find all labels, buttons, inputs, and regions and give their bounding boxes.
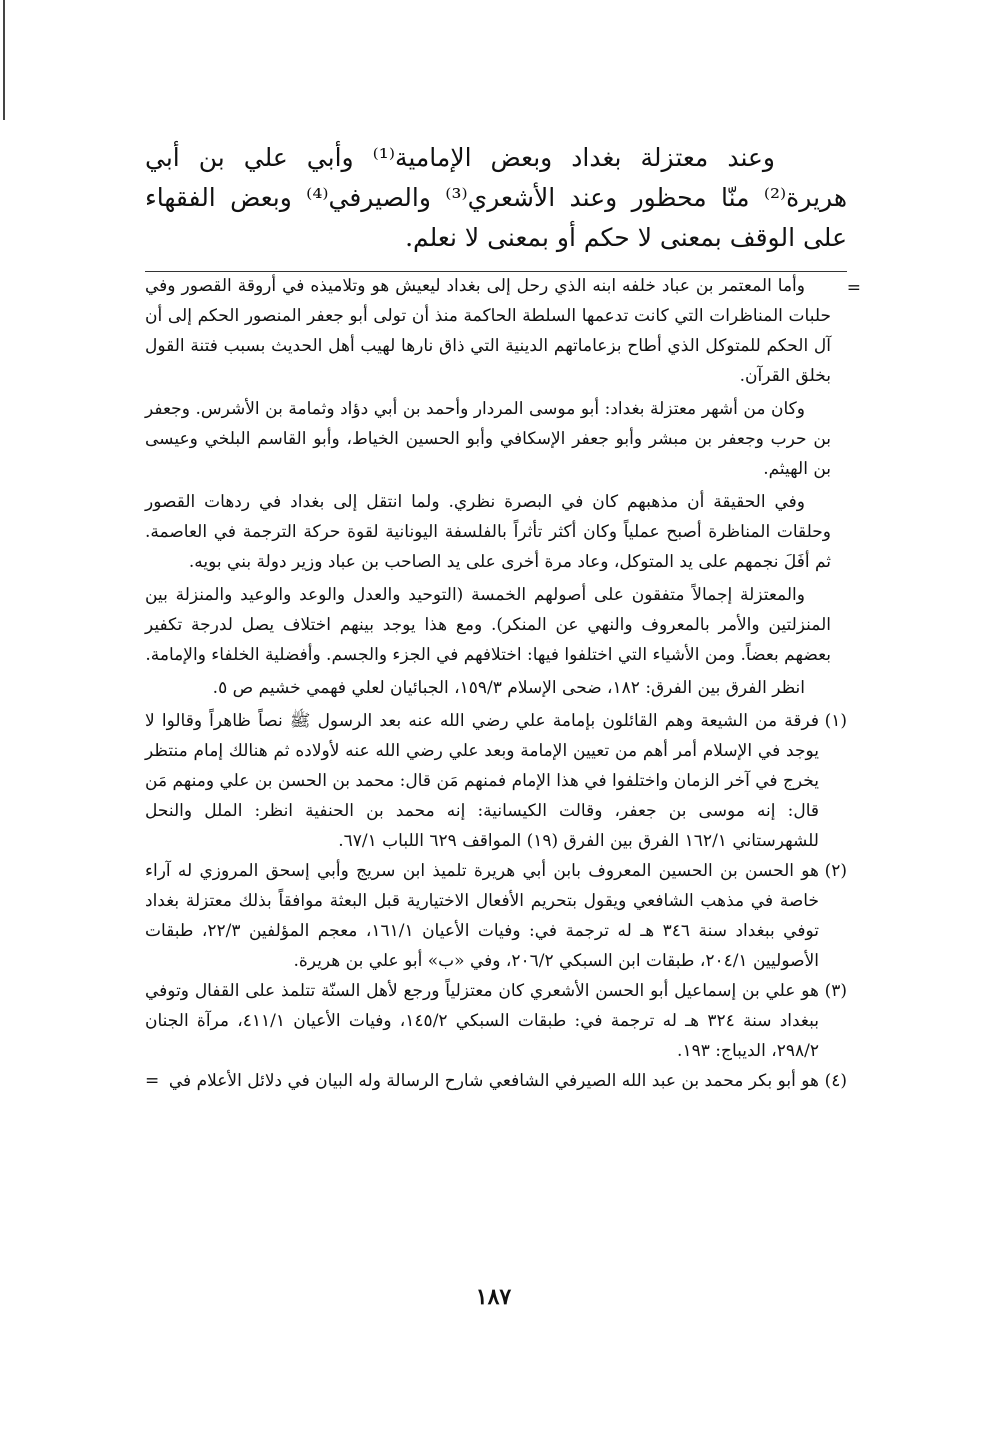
- main-paragraph: وعند معتزلة بغداد وبعض الإمامية⁽¹⁾ وأبي علي بن أبي هريرة⁽²⁾ منّا محظور وعند الأشعري⁽³⁾ والصيرفي⁽⁴⁾ وبعض الفقهاء على الوقف بمعنى لا حكم أو بمعنى لا نعلم.: [145, 143, 848, 252]
- continued-footnote-paragraph: والمعتزلة إجمالاً متفقون على أصولهم الخمسة (التوحيد والعدل والوعد والوعيد والمنزلة بين المنزلتين والأمر بالمعروف والنهي عن المنكر). ومع هذا يوجد بينهم اختلاف يصل لدرجة تكفير بعضهم بعضاً. ومن الأشياء التي اختلفوا فيها: اختلافهم في الجزء والجسم. وأفضلية الخلفاء والإمامة.: [145, 585, 832, 665]
- continued-footnote: [145, 271, 847, 703]
- footnote-continues-marker: =: [145, 1071, 160, 1091]
- footnotes-area: [145, 271, 861, 1096]
- footnote-number: (٣): [824, 981, 847, 1001]
- footnote-number: (٤): [824, 1071, 847, 1091]
- footnote-text: فرقة من الشيعة وهم القائلون بإمامة علي رضي الله عنه بعد الرسول ﷺ نصاً ظاهراً وقالوا لا يوجد في الإسلام أمر أهم من تعيين الإمامة وبعد علي رضي الله عنه لأولاده ثم هنالك إمام منتظر يخرج في آخر الزمان واختلفوا في هذا الإمام فمنهم مَن قال: محمد بن الحسن بن علي ومنهم مَن قال: إنه موسى بن جعفر، وقالت الكيسانية: إنه محمد بن الحنفية انظر: الملل والنحل للشهرستاني ١٦٢/١ الفرق بين الفرق (١٩) المواقف ٦٢٩ اللباب ٦٧/١.: [145, 711, 819, 851]
- footnote-text: هو علي بن إسماعيل أبو الحسن الأشعري كان معتزلياً ورجع لأهل السنّة تتلمذ على القفال وتوفي ببغداد سنة ٣٢٤ هـ له ترجمة في: طبقات السبكي ١٤٥/٢، وفيات الأعيان ٤١١/١، مرآة الجنان ٢٩٨/٢، الديباج: ١٩٣.: [145, 981, 819, 1061]
- continued-footnote-paragraph: انظر الفرق بين الفرق: ١٨٢، ضحى الإسلام ١٥٩/٣، الجبائيان لعلي فهمي خشيم ص ٥.: [212, 678, 805, 698]
- continuation-marker: =: [846, 278, 861, 298]
- footnote-4: [145, 1066, 847, 1096]
- footnote-1: [145, 706, 847, 856]
- scan-edge-line: [3, 0, 5, 120]
- continued-footnote-paragraph: وكان من أشهر معتزلة بغداد: أبو موسى المردار وأحمد بن أبي دؤاد وثمامة بن الأشرس. وجعفر بن حرب وجعفر بن مبشر وأبو جعفر الإسكافي وأبو الحسين الخياط، وأبو القاسم البلخي وعيسى بن الهيثم.: [145, 399, 831, 479]
- page-number: ١٨٧: [475, 1284, 512, 1310]
- footnote-number: (٢): [824, 861, 847, 881]
- footnote-text: هو أبو بكر محمد بن عبد الله الصيرفي الشافعي شارح الرسالة وله البيان في دلائل الأعلام في: [168, 1071, 819, 1091]
- footnote-text: هو الحسن بن الحسين المعروف بابن أبي هريرة تلميذ ابن سريج وأبي إسحق المروزي له آراء خاصة في مذهب الشافعي ويقول بتحريم الأفعال الاختيارية قبل البعثة موافقاً بذلك معتزلة بغداد توفي ببغداد سنة ٣٤٦ هـ له ترجمة في: وفيات الأعيان ١٦١/١، معجم المؤلفين ٢٢/٣، طبقات الأصوليين ٢٠٤/١، طبقات ابن السبكي ٢٠٦/٢، وفي «ب» أبو علي بن هريرة.: [145, 861, 819, 971]
- continued-footnote-paragraph: وفي الحقيقة أن مذهبهم كان في البصرة نظري. ولما انتقل إلى بغداد في ردهات القصور وحلقات المناظرة أصبح عملياً وكان أكثر تأثراً بالفلسفة اليونانية لقوة حركة الترجمة في العاصمة. ثم أفَلَ نجمهم على يد المتوكل، وعاد مرة أخرى على يد الصاحب بن عباد وزير دولة بني بويه.: [145, 492, 831, 572]
- footnote-number: (١): [824, 711, 847, 731]
- continued-footnote-paragraph: وأما المعتمر بن عباد خلفه ابنه الذي رحل إلى بغداد ليعيش هو وتلاميذه في أروقة القصور وفي حلبات المناظرات التي كانت تدعمها السلطة الحاكمة منذ أن تولى أبو جعفر المنصور الحكم إلى أن آل الحكم للمتوكل الذي أطاح بزعاماتهم الدينية التي ذاق نارها لهيب أهل الحديث بسبب فتنة القول بخلق القرآن.: [145, 276, 831, 386]
- footnote-3: [145, 976, 847, 1066]
- footnote-2: [145, 856, 847, 976]
- main-text: [145, 138, 847, 258]
